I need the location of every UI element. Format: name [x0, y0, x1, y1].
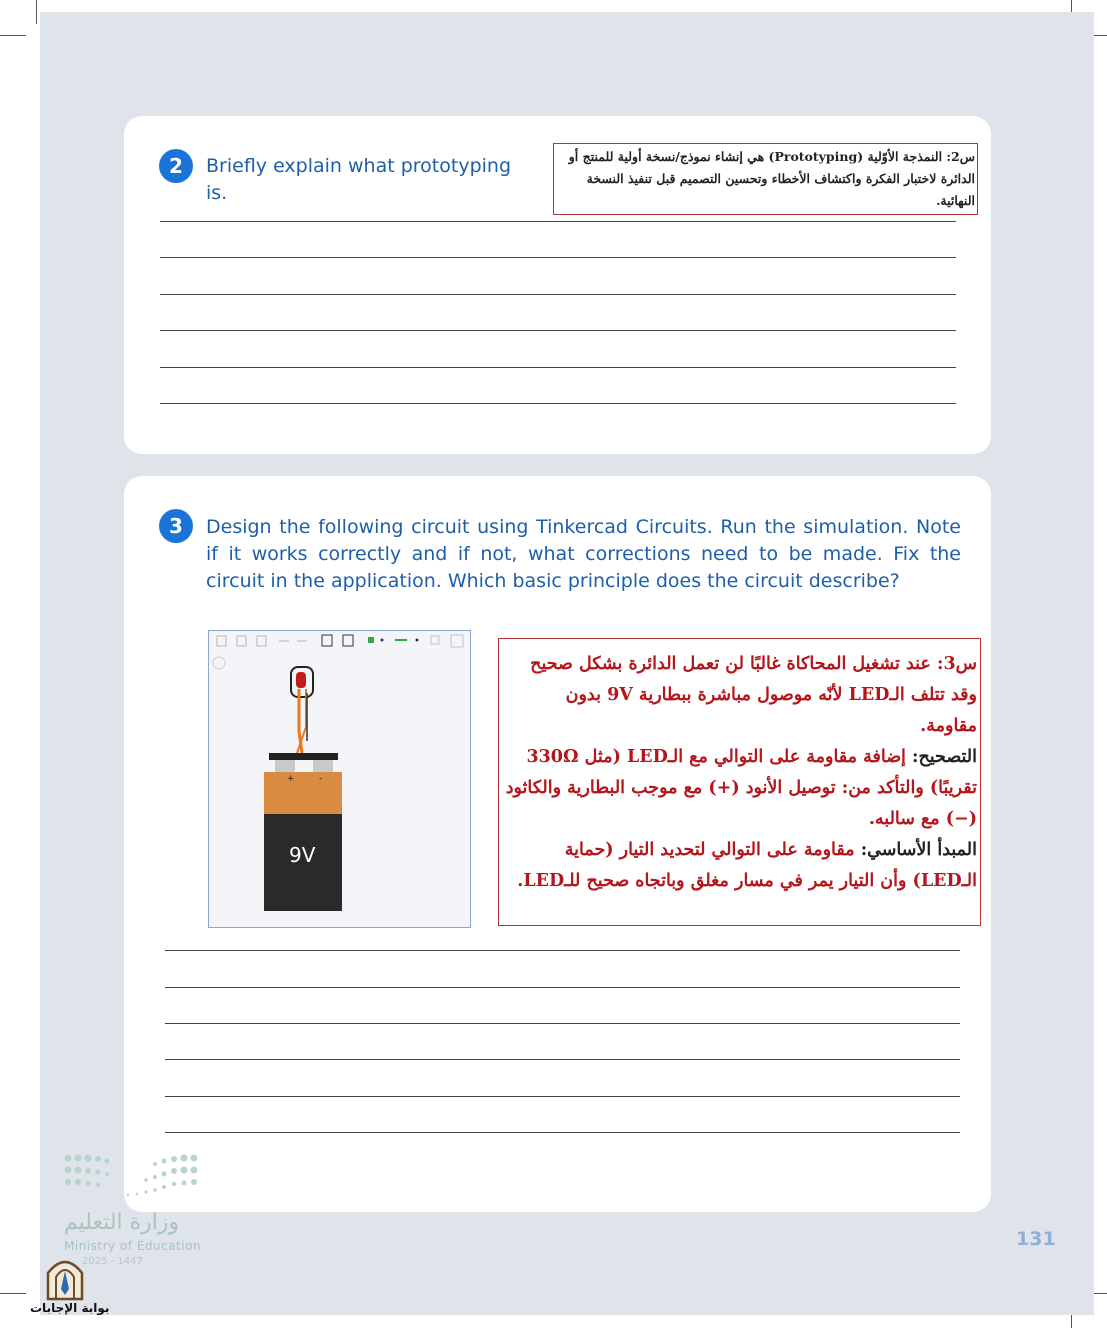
question-3-answer [498, 638, 981, 926]
answer-line [165, 1023, 960, 1024]
crop-mark [0, 1293, 26, 1294]
answer-line [165, 950, 960, 951]
question-2-number: 2 [159, 149, 193, 183]
answer-line [160, 330, 956, 331]
answer-line [160, 367, 956, 368]
question-3-text: Design the following circuit using Tinkercad Circuits. Run the simulation. Note if it works correctly and if not, what corrections need to be made. Fix the circuit in the application. Which basic principle does the circuit describe? [206, 516, 961, 592]
battery-plus: + [287, 774, 295, 784]
ministry-name-arabic: وزارة التعليم [64, 1210, 180, 1235]
led-body [296, 672, 306, 688]
circuit-drawing [209, 631, 470, 927]
crop-mark [0, 35, 26, 36]
ministry-logo-icon [62, 1150, 202, 1200]
answer-line [165, 1059, 960, 1060]
ministry-year: 2025 - 1447 [82, 1256, 143, 1267]
question-3-number: 3 [159, 509, 193, 543]
page-number: 131 [1016, 1228, 1056, 1250]
portal-logo-icon [44, 1255, 86, 1301]
circuit-image [208, 630, 471, 928]
answer-line [160, 403, 956, 404]
ministry-name-english: Ministry of Education [64, 1239, 202, 1253]
answer-line [165, 1132, 960, 1133]
question-2-answer: س2: النمذجة الأوّلية (Prototyping) هي إنشاء نموذج/نسخة أولية للمنتج أو الدائرة لاختبار الفكرة واكتشاف الأخطاء وتحسين التصميم قبل تنفيذ النسخة النهائية. [553, 143, 978, 215]
battery-label: 9V [289, 843, 316, 867]
battery-cap [269, 753, 338, 760]
settings-icon [343, 635, 353, 646]
answer-line [165, 987, 960, 988]
green-icon [368, 637, 374, 643]
question-2-text: Briefly explain what prototyping is. [206, 155, 512, 204]
code-icon [322, 635, 332, 646]
answer-line [165, 1096, 960, 1097]
answer-line [160, 221, 956, 222]
toolbar-icons [217, 636, 307, 646]
zoom-icon [213, 657, 225, 669]
answer-paragraph-1: س3: عند تشغيل المحاكاة غالبًا لن تعمل الدائرة بشكل صحيح وقد تتلف الـLED لأنّه موصول مباشرة ببطارية 9V بدون مقاومة. [530, 654, 977, 736]
crop-mark [36, 0, 37, 24]
battery-minus: - [319, 774, 323, 784]
answer-line [160, 257, 956, 258]
battery-top [264, 772, 342, 814]
answer-paragraph-2: التصحيح: إضافة مقاومة على التوالي مع الـLED (مثل 330Ω تقريبًا) والتأكد من: توصيل الأنود (+) مع موجب البطارية والكاثود (−) مع سالبه. [505, 747, 977, 829]
answer-paragraph-3: المبدأ الأساسي: مقاومة على التوالي لتحديد التيار (حماية الـLED) وأن التيار يمر في مسار مغلق وباتجاه صحيح للـLED. [517, 840, 977, 891]
answer-line [160, 294, 956, 295]
portal-name: بوابة الإجابات [30, 1301, 110, 1315]
